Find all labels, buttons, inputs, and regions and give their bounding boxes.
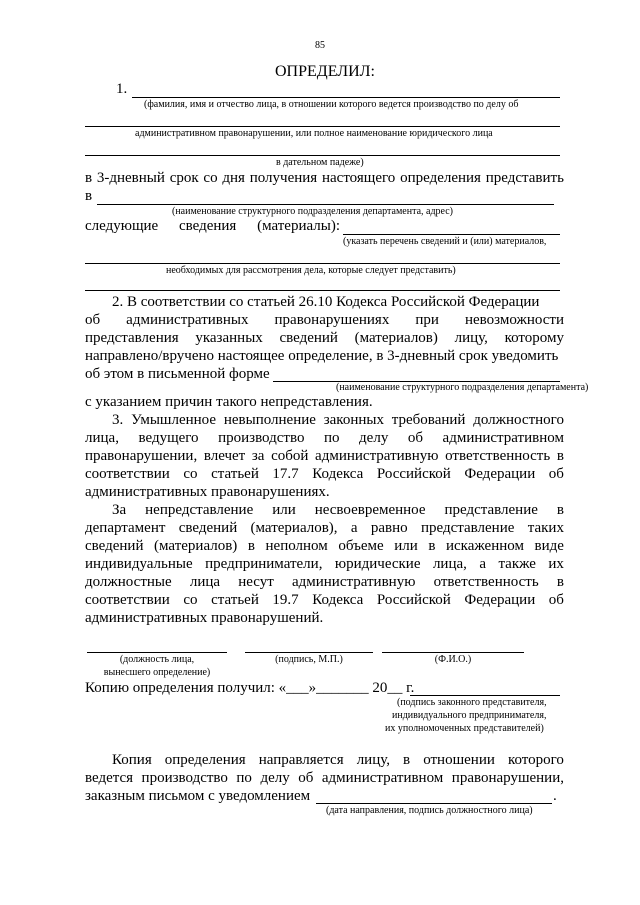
fio-caption: (Ф.И.О.) [434, 654, 472, 665]
item1-line2-prefix: в [85, 188, 93, 204]
item2-caption: (наименование структурного подразделения департамента) [336, 382, 589, 393]
item1-line1 [85, 170, 564, 187]
para4-line3 [85, 538, 564, 555]
item2-line5-prefix: об этом в письменной форме [85, 366, 270, 382]
word: 17.7 [272, 466, 299, 482]
word: влечет [203, 448, 246, 464]
word: получения [249, 170, 318, 186]
word: ведущего [138, 430, 199, 446]
word: Кодекса [312, 466, 364, 482]
word: а [479, 556, 486, 572]
word: (материалов) [354, 330, 438, 346]
item3-line3 [85, 448, 564, 465]
word: правонарушениях [274, 312, 390, 328]
word: со [183, 592, 198, 608]
word: административную [315, 448, 439, 464]
item3-line2 [85, 430, 564, 447]
blank-line-5 [85, 263, 560, 264]
word: требований [391, 412, 466, 428]
word: определения [400, 170, 481, 186]
word: направляется [258, 752, 344, 768]
item1-line3: следующие сведения (материалы): [85, 218, 340, 234]
word: ведется [85, 770, 134, 786]
word: ответственность [445, 448, 551, 464]
word: административном [321, 770, 444, 786]
blank-line-6 [85, 290, 560, 291]
word: в [556, 574, 564, 590]
item3-line4 [85, 466, 564, 483]
word: За [112, 502, 127, 518]
word: об [407, 430, 423, 446]
word: за [251, 448, 265, 464]
copy-received-line [410, 695, 560, 696]
page-number: 85 [315, 40, 325, 51]
item3-line5: административных правонарушениях. [85, 484, 330, 500]
date-blank-line [316, 803, 552, 804]
word: производство [218, 430, 305, 446]
word: об [548, 466, 564, 482]
word: правонарушении, [451, 770, 564, 786]
word: соответствии [85, 592, 170, 608]
word: лица [189, 574, 221, 590]
word: или [272, 502, 296, 518]
name-blank-line [132, 97, 560, 98]
para4-line2 [85, 520, 564, 537]
word: юридические [334, 556, 421, 572]
word: или [394, 538, 418, 554]
word: производство [141, 770, 228, 786]
word: их [548, 556, 564, 572]
word: по [236, 770, 252, 786]
word: также [498, 556, 536, 572]
word: в [403, 752, 411, 768]
word: представление [444, 502, 538, 518]
word: которому [504, 330, 564, 346]
word: Российской [376, 466, 451, 482]
word: в [85, 170, 93, 186]
word: статьей [211, 466, 259, 482]
word: со [203, 170, 218, 186]
word: Умышленное [131, 412, 217, 428]
word: которого [507, 752, 564, 768]
item2-line4: направлено/вручено настоящее определение, в 3-дневный срок уведомить [85, 348, 559, 364]
word: несвоевременное [314, 502, 426, 518]
word: лицу, [454, 330, 488, 346]
para4-line7: административных правонарушений. [85, 610, 324, 626]
item1-caption2: административном правонарушении, или полное наименование юридического лица [135, 128, 493, 139]
para4-line5 [85, 574, 564, 591]
para4-line4 [85, 556, 564, 573]
materials-blank-line [343, 234, 560, 235]
word: делу [260, 770, 290, 786]
word: лица, [85, 430, 119, 446]
word: по [323, 430, 340, 446]
final-line1 [112, 752, 564, 769]
word: дня [222, 170, 245, 186]
word: искаженном [445, 538, 524, 554]
item3-line1 [112, 412, 564, 429]
word: виде [534, 538, 564, 554]
word: департамент [85, 520, 166, 536]
word: собой [271, 448, 309, 464]
word: административном [442, 430, 564, 446]
word: срок [169, 170, 199, 186]
word: должностного [473, 412, 564, 428]
signature-line [245, 652, 373, 653]
word: равно [370, 520, 408, 536]
word: 3-дневный [96, 170, 165, 186]
word: отношении [423, 752, 495, 768]
word: Федерации [464, 466, 536, 482]
word: законных [323, 412, 384, 428]
word: предприниматели, [205, 556, 323, 572]
item1-number: 1. [116, 81, 128, 97]
item1-caption6: необходимых для рассмотрения дела, которые следует представить) [166, 265, 456, 276]
final-line2 [85, 770, 564, 787]
item1-caption5: (указать перечень сведений и (или) материалов, [343, 236, 547, 247]
heading: ОПРЕДЕЛИЛ: [275, 63, 375, 80]
word: Кодекса [312, 592, 364, 608]
para4-line1 [112, 502, 564, 519]
item2-line1: 2. В соответствии со статьей 26.10 Кодекса Российской Федерации [112, 294, 540, 310]
final-line3-suffix: . [553, 788, 557, 804]
final-line3-prefix: заказным письмом с уведомлением [85, 788, 311, 804]
copy-caption3: их уполномоченных представителей) [385, 723, 544, 734]
copy-caption2: индивидуального предпринимателя, [392, 710, 547, 721]
item1-caption3: в дательном падеже) [276, 157, 364, 168]
word: об [298, 770, 314, 786]
word: невозможности [464, 312, 564, 328]
word: Российской [376, 592, 451, 608]
sign-caption: (подпись, М.П.) [275, 654, 343, 665]
word: невыполнение [223, 412, 316, 428]
copy-caption1: (подпись законного представителя, [397, 697, 547, 708]
final-caption: (дата направления, подпись должностного лица) [326, 805, 533, 816]
word: определения [164, 752, 246, 768]
department-blank-line [97, 204, 554, 205]
word: сведений [178, 520, 238, 536]
word: неполном [265, 538, 328, 554]
word: 3. [112, 412, 124, 428]
word: настоящего [321, 170, 396, 186]
word: 19.7 [272, 592, 299, 608]
word: правонарушении, [85, 448, 198, 464]
word: Копия [112, 752, 152, 768]
word: сведений [279, 330, 338, 346]
word: в [247, 538, 255, 554]
fio-line [382, 652, 524, 653]
item1-caption1: (фамилия, имя и отчество лица, в отношении которого ведется производство по делу об [144, 99, 519, 110]
word: индивидуальные [85, 556, 193, 572]
item1-caption4: (наименование структурного подразделения департамента, адрес) [172, 206, 453, 217]
item2-line3 [85, 330, 564, 347]
copy-received-text: Копию определения получил: «___»_______ 20__ г. [85, 680, 415, 696]
word: несут [238, 574, 274, 590]
word: представить [485, 170, 564, 186]
word: в [556, 502, 564, 518]
word: об [85, 312, 101, 328]
word: в [556, 448, 564, 464]
word: должностные [85, 574, 172, 590]
para4-line6 [85, 592, 564, 609]
word: сведений [85, 538, 144, 554]
word: (материалов), [250, 520, 338, 536]
word: соответствии [85, 466, 170, 482]
position-caption2: вынесшего определение) [103, 667, 211, 678]
word: (материалов) [154, 538, 238, 554]
word: в [428, 538, 436, 554]
word: лицу, [356, 752, 390, 768]
word: непредставление [145, 502, 254, 518]
word: делу [359, 430, 389, 446]
word: объеме [338, 538, 384, 554]
word: представления [85, 330, 179, 346]
item2-line2 [85, 312, 564, 329]
blank-line-3 [85, 155, 560, 156]
word: статьей [211, 592, 259, 608]
word: административных [126, 312, 249, 328]
blank-line-2 [85, 126, 560, 127]
word: ответственность [433, 574, 539, 590]
position-line [87, 652, 227, 653]
word: со [183, 466, 198, 482]
word: лица, [432, 556, 467, 572]
word: указанных [195, 330, 263, 346]
word: при [415, 312, 439, 328]
word: Федерации [464, 592, 536, 608]
word: об [548, 592, 564, 608]
position-caption1: (должность лица, [119, 654, 195, 665]
word: а [350, 520, 358, 536]
item2-line6: с указанием причин такого непредставления. [85, 394, 373, 410]
word: представление [420, 520, 515, 536]
word: таких [527, 520, 564, 536]
word: административную [291, 574, 416, 590]
